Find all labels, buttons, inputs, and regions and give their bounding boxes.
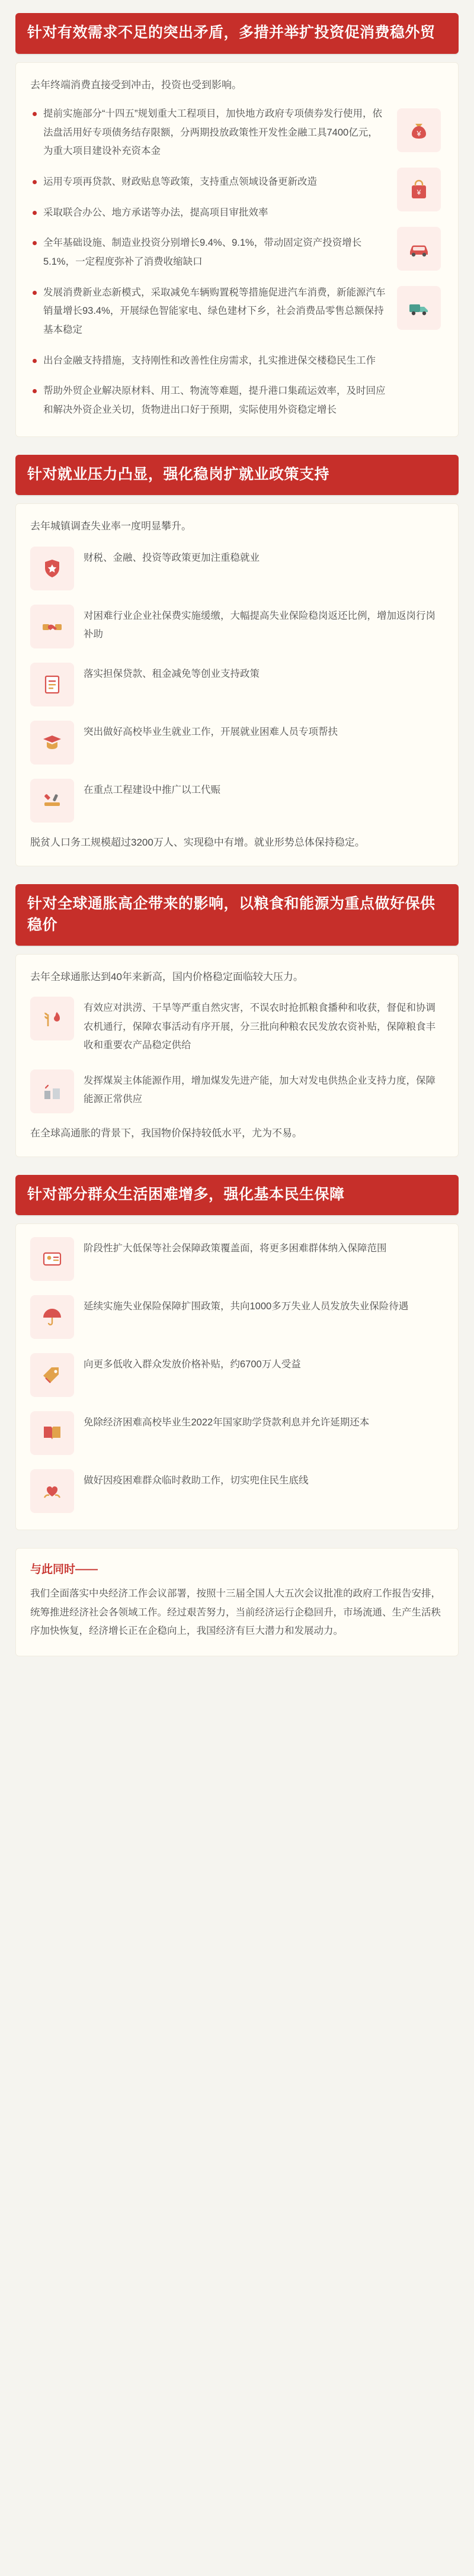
icon-row-text: 延续实施失业保险保障扩围政策，共向1000多万失业人员发放失业保险待遇 — [84, 1301, 409, 1312]
icon-column-demand — [394, 105, 444, 330]
list-item — [30, 1237, 444, 1281]
wheat-fire-icon — [30, 997, 74, 1040]
list-item — [30, 547, 444, 590]
section-title: 针对有效需求不足的突出矛盾，多措并举扩投资促消费稳外贸 — [27, 24, 435, 41]
section-demand — [15, 13, 459, 437]
list-item — [30, 1353, 444, 1397]
icon-row-text: 向更多低收入群众发放价格补贴，约6700万人受益 — [84, 1359, 301, 1370]
section-closing: 在全球高通胀的背景下，我国物价保持较低水平，尤为不易。 — [30, 1127, 302, 1139]
bullet-list-demand — [30, 105, 386, 422]
section-header-prices — [15, 884, 459, 946]
list-item — [30, 721, 444, 765]
icon-row-text: 免除经济困难高校毕业生2022年国家助学贷款利息并允许延期还本 — [84, 1417, 370, 1428]
list-item — [30, 779, 444, 823]
icon-rows-livelihood — [30, 1237, 444, 1513]
section-title: 针对就业压力凸显，强化稳岗扩就业政策支持 — [27, 465, 330, 483]
icon-row-text: 突出做好高校毕业生就业工作，开展就业困难人员专项帮扶 — [84, 726, 338, 737]
section-lead: 去年全球通胀达到40年来新高，国内价格稳定面临较大压力。 — [30, 971, 303, 983]
price-tag-icon — [30, 1353, 74, 1397]
list-item: 提前实施部分“十四五”规划重大工程项目，加快地方政府专项债券发行使用，依法盘活用好专项债务结存限额，分两期投放政策性开发性金融工具7400亿元，为重大项目建设补充资本金 — [30, 105, 386, 161]
icon-rows-prices — [30, 997, 444, 1113]
list-item — [30, 1295, 444, 1339]
shield-star-icon — [30, 547, 74, 590]
icon-row-text: 财税、金融、投资等政策更加注重稳就业 — [84, 552, 260, 563]
icon-row-text: 对困难行业企业社保费实施缓缴，大幅提高失业保险稳岗返还比例，增加返岗行岗补助 — [84, 610, 435, 640]
section-header-livelihood — [15, 1175, 459, 1216]
icon-rows-employment — [30, 547, 444, 823]
document-icon — [30, 663, 74, 706]
section-prices — [15, 884, 459, 1157]
list-item — [30, 997, 444, 1055]
handshake-icon — [30, 605, 74, 648]
shopping-bag-icon — [397, 168, 441, 211]
section-livelihood — [15, 1175, 459, 1531]
list-item — [30, 605, 444, 648]
svg-text:¥: ¥ — [417, 188, 421, 197]
icon-row-text: 有效应对洪涝、干旱等严重自然灾害，不误农时抢抓粮食播种和收获，督促和协调农机通行，保障农事活动有序开展，分三批向种粮农民发放农资补贴，保障粮食丰收和重要农产品稳定供给 — [84, 1003, 435, 1051]
section-lead: 去年终端消费直接受到冲击，投资也受到影响。 — [30, 79, 242, 91]
icon-row-text: 发挥煤炭主体能源作用，增加煤发先进产能，加大对发电供热企业支持力度，保障能源正常供应 — [84, 1075, 435, 1104]
final-text: 我们全面落实中央经济工作会议部署，按照十三届全国人大五次会议批准的政府工作报告安排，统筹推进经济社会各领域工作。经过艰苦努力，当前经济运行企稳回升，市场流通、生产生活秩序加快恢复，经济增长正在企稳向上，我国经济有巨大潜力和发展动力。 — [30, 1588, 441, 1637]
section-lead: 去年城镇调查失业率一度明显攀升。 — [30, 521, 191, 532]
svg-text:¥: ¥ — [417, 129, 421, 138]
list-item: 帮助外贸企业解决原材料、用工、物流等难题，提升港口集疏运效率，及时回应和解决外资企业关切，货物进出口好于预期，实际使用外资稳定增长 — [30, 382, 386, 419]
list-item — [30, 663, 444, 706]
car-icon — [397, 227, 441, 271]
icon-row-text: 做好因疫困难群众临时救助工作，切实兜住民生底线 — [84, 1475, 309, 1486]
icon-row-text: 在重点工程建设中推广以工代赈 — [84, 784, 220, 795]
umbrella-icon — [30, 1295, 74, 1339]
section-body-livelihood — [15, 1223, 459, 1530]
list-item — [30, 1469, 444, 1513]
graduate-icon — [30, 721, 74, 765]
list-item: 全年基础设施、制造业投资分别增长9.4%、9.1%，带动固定资产投资增长5.1%，一定程度弥补了消费收缩缺口 — [30, 234, 386, 271]
truck-icon — [397, 286, 441, 330]
section-body-employment — [15, 503, 459, 866]
section-title: 针对部分群众生活困难增多，强化基本民生保障 — [27, 1186, 345, 1203]
section-header-demand — [15, 13, 459, 54]
final-block — [15, 1548, 459, 1656]
icon-row-text: 落实担保贷款、租金减免等创业支持政策 — [84, 668, 260, 679]
list-item: 采取联合办公、地方承诺等办法，提高项目审批效率 — [30, 204, 386, 223]
list-item: 出台金融支持措施，支持刚性和改善性住房需求，扎实推进保交楼稳民生工作 — [30, 352, 386, 371]
coal-power-icon — [30, 1069, 74, 1113]
section-body-prices — [15, 954, 459, 1157]
section-body-demand — [15, 62, 459, 437]
section-title: 针对全球通胀高企带来的影响，以粮食和能源为重点做好保供稳价 — [27, 895, 435, 933]
section-closing: 脱贫人口务工规模超过3200万人、实现稳中有增。就业形势总体保持稳定。 — [30, 836, 365, 848]
section-employment — [15, 455, 459, 866]
list-item: 运用专项再贷款、财政贴息等政策，支持重点领域设备更新改造 — [30, 173, 386, 192]
id-card-icon — [30, 1237, 74, 1281]
section-header-employment — [15, 455, 459, 496]
final-heading: 与此同时—— — [30, 1563, 98, 1576]
icon-row-text: 阶段性扩大低保等社会保障政策覆盖面，将更多困难群体纳入保障范围 — [84, 1243, 387, 1254]
list-item: 发展消费新业态新模式，采取减免车辆购置税等措施促进汽车消费，新能源汽车销量增长93.4%，开展绿色智能家电、绿色建材下乡，社会消费品零售总额保持基本稳定 — [30, 284, 386, 340]
list-item — [30, 1411, 444, 1455]
list-item — [30, 1069, 444, 1113]
hands-heart-icon — [30, 1469, 74, 1513]
book-icon — [30, 1411, 74, 1455]
tools-icon — [30, 779, 74, 823]
money-bag-icon — [397, 108, 441, 152]
